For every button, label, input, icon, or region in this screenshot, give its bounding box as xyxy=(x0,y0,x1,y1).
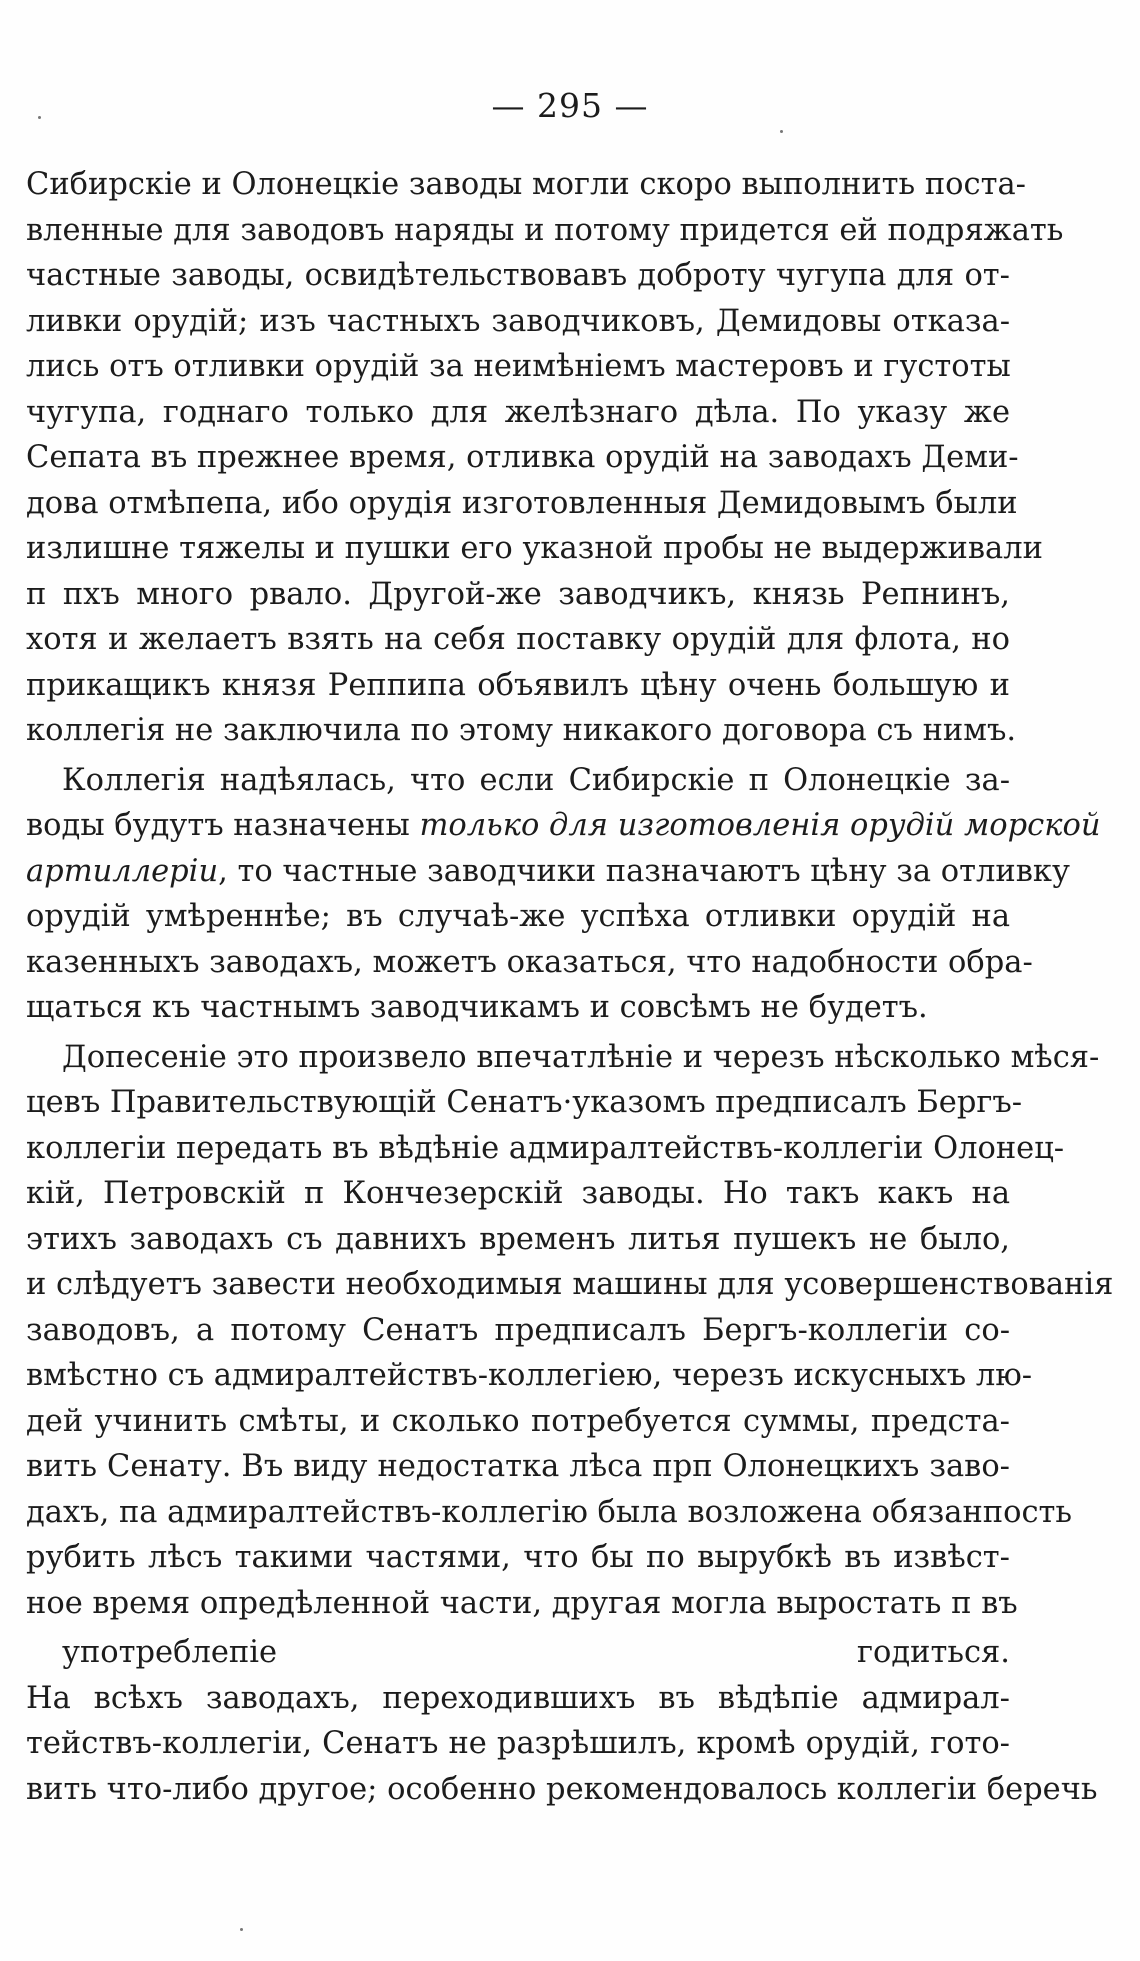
text-segment: воды будутъ назначены xyxy=(26,808,420,843)
text-line: прикащикъ князя Реппипа объявилъ цѣну очень большую и xyxy=(26,667,1010,703)
text-line: лись отъ отливки орудій за неимѣніемъ мастеровъ и густоты xyxy=(26,349,1011,384)
text-line: и слѣдуетъ завести необходимыя машины для усовершенствованія xyxy=(26,1267,1114,1302)
text-line: Сепата въ прежнее время, отливка орудій на заводахъ Деми- xyxy=(26,440,1019,475)
text-line: Допесеніе это произвело впечатлѣніе и черезъ нѣсколько мѣся- xyxy=(62,1039,1100,1075)
text-line: На всѣхъ заводахъ, переходившихъ въ вѣдѣпіе адмирал- xyxy=(26,1680,1010,1716)
text-line: заводовъ, а потому Сенатъ предписалъ Бергъ-коллегіи со- xyxy=(26,1312,1010,1348)
text-line: хотя и желаетъ взять на себя поставку орудій для флота, но xyxy=(26,622,1010,657)
text-line: коллегіи передать въ вѣдѣніе адмиралтействъ-коллегіи Олонец- xyxy=(26,1130,1065,1166)
text-line: частные заводы, освидѣтельствовавъ доброту чугупа для от- xyxy=(26,258,1010,293)
text-line: казенныхъ заводахъ, можетъ оказаться, что надобности обра- xyxy=(26,944,1033,980)
text-line: вить Сенату. Въ виду недостатка лѣса прп Олонецкихъ заво- xyxy=(26,1449,1010,1484)
text-line: коллегія не заключила по этому никакого договора съ нимъ. xyxy=(26,713,1017,748)
paragraph-1 xyxy=(26,162,1064,754)
text-line: рубить лѣсъ такими частями, что бы по вырубкѣ въ извѣст- xyxy=(26,1540,1010,1575)
text-line: кій, Петровскій п Кончезерскій заводы. Но такъ какъ на xyxy=(26,1176,1010,1211)
text-line: п пхъ много рвало. Другой-же заводчикъ, князь Репнинъ, xyxy=(26,576,1010,612)
print-speck xyxy=(780,130,783,133)
text-line: щаться къ частнымъ заводчикамъ и совсѣмъ не будетъ. xyxy=(26,990,928,1025)
text-line: дей учинить смѣты, и сколько потребуется суммы, предста- xyxy=(26,1403,1010,1439)
italic-emphasis: только для изготовленія орудій морской xyxy=(419,808,1101,843)
print-speck xyxy=(38,116,41,119)
text-line: дахъ, па адмиралтействъ-коллегію была возложена обязанпость xyxy=(26,1494,1073,1530)
text-line: вмѣстно съ адмиралтействъ-коллегіею, черезъ искусныхъ лю- xyxy=(26,1358,1033,1393)
text-line: ливки орудій; изъ частныхъ заводчиковъ, Демидовы отказа- xyxy=(26,303,1010,339)
body-text xyxy=(26,162,1114,1812)
text-line: излишне тяжелы и пушки его указной пробы не выдерживали xyxy=(26,531,1043,566)
text-line-with-italic xyxy=(26,803,1101,849)
text-line-with-italic xyxy=(26,849,1070,895)
page-number: — 295 — xyxy=(491,86,649,125)
paragraph-3 xyxy=(26,1035,1114,1627)
text-line: вленные для заводовъ наряды и потому придется ей подряжать xyxy=(26,212,1064,248)
text-line: этихъ заводахъ съ давнихъ временъ литья пушекъ не было, xyxy=(26,1221,1010,1257)
text-line: орудій умѣреннѣе; въ случаѣ-же успѣха отливки орудій на xyxy=(26,899,1010,934)
text-line: ное время опредѣленной части, другая могла выростать п въ xyxy=(26,1585,1018,1621)
text-line: вить что-либо другое; особенно рекомендовалось коллегіи беречь xyxy=(26,1771,1098,1807)
text-line: чугупа, годнаго только для желѣзнаго дѣла. По указу же xyxy=(26,394,1010,430)
print-speck xyxy=(240,1928,243,1931)
text-line: тействъ-коллегіи, Сенатъ не разрѣшилъ, кромѣ орудій, гото- xyxy=(26,1726,1010,1761)
paragraph-2 xyxy=(26,758,1101,1031)
text-line: дова отмѣпепа, ибо орудія изготовленныя Демидовымъ были xyxy=(26,485,1018,521)
text-line: цевъ Правительствующій Сенатъ·указомъ предписалъ Бергъ- xyxy=(26,1085,1023,1120)
text-line: Сибирскіе и Олонецкіе заводы могли скоро выполнить поста- xyxy=(26,167,1026,202)
italic-emphasis: артиллеріи xyxy=(26,853,219,889)
paragraph-4 xyxy=(26,1630,1098,1812)
text-line: употреблепіе годиться. xyxy=(62,1635,1010,1670)
text-line: Коллегія надѣялась, что если Сибирскіе п Олонецкіе за- xyxy=(62,762,1010,798)
text-segment: , то частные заводчики пазначаютъ цѣну за отливку xyxy=(218,853,1070,889)
